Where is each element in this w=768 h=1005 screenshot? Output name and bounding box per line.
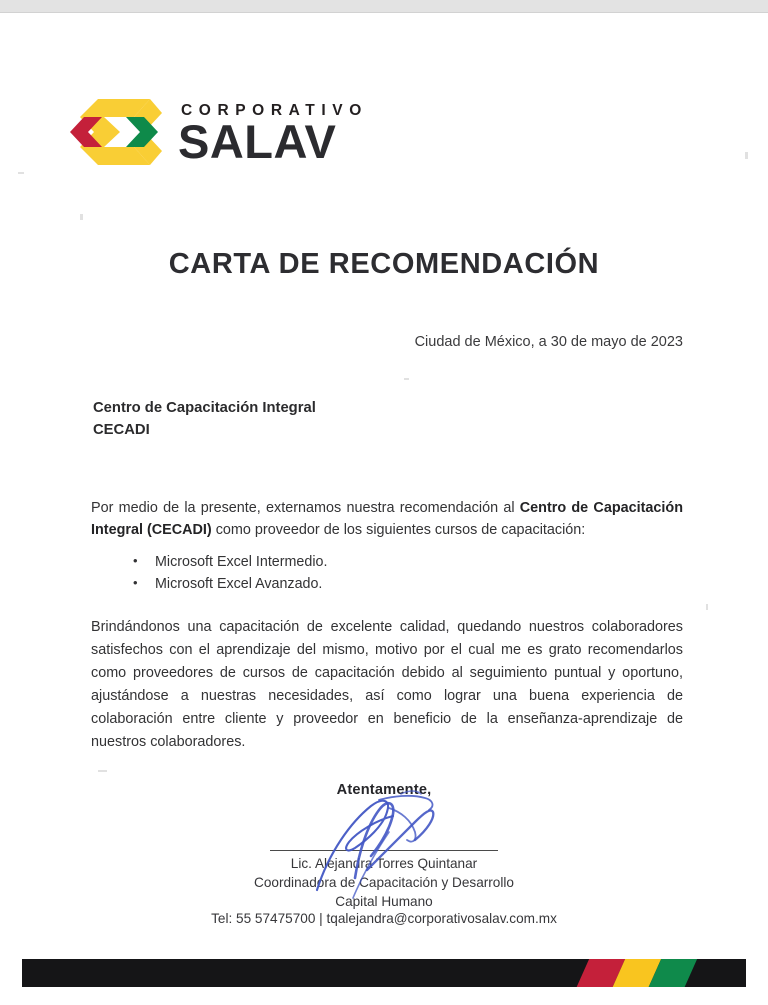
addressee-organization: Centro de Capacitación Integral: [93, 400, 316, 416]
signer-name: Lic. Alejandra Torres Quintanar: [290, 856, 478, 871]
logo-top-word: CORPORATIVO: [181, 102, 368, 120]
signer-department: Capital Humano: [335, 894, 433, 910]
intro-text-part2: como proveedor de los siguientes cursos de capacitación:: [211, 521, 586, 538]
signer-role: Coordinadora de Capacitación y Desarrollo: [254, 875, 514, 891]
scan-speck: [706, 604, 708, 610]
course-list: [91, 552, 683, 595]
scan-speck: [404, 378, 409, 380]
addressee-block: [93, 398, 316, 442]
page-title: CARTA DE RECOMENDACIÓN: [168, 248, 600, 280]
intro-org-bold: Centro de Capacitación Integral (CECADI): [91, 500, 684, 538]
addressee-acronym: CECADI: [93, 421, 150, 438]
scan-speck: [18, 172, 24, 174]
closing-paragraph: Brindándonos una capacitación de excelente calidad, quedando nuestros colaboradores satisfechos con el aprendizaje del mismo, motivo por el cual me es grato recomendarlos como proveedores de cursos de capacitación debido al seguimiento puntual y oportuno, ajustándose a nuestras necesidades, así como lograr una buena experiencia de colaboración entre cliente y proveedor en beneficio de la enseñanza-aprendizaje de nuestros colaboradores.: [91, 619, 683, 751]
list-item: • Microsoft Excel Avanzado.: [133, 574, 683, 596]
logo-wordmark: [178, 102, 368, 168]
letter-body: [91, 498, 683, 761]
footer-color-bar: [22, 959, 746, 987]
scan-speck: [98, 770, 107, 772]
scan-top-edge: [0, 0, 768, 13]
signature-details: [0, 854, 768, 911]
scan-speck: [80, 214, 83, 220]
signature-regards: Atentamente,: [336, 782, 432, 798]
intro-text-part1: Por medio de la presente, externamos nuestra recomendación al: [91, 500, 520, 516]
intro-paragraph: [91, 498, 683, 542]
date-line: Ciudad de México, a 30 de mayo de 2023: [414, 334, 683, 350]
company-logo: [68, 95, 368, 169]
logo-main-word: SALAV: [178, 114, 337, 168]
signer-contact: Tel: 55 57475700 | tqalejandra@corporativosalav.com.mx: [211, 911, 557, 927]
list-item: • Microsoft Excel Intermedio.: [133, 552, 683, 574]
signature-rule: [270, 850, 498, 851]
scan-speck: [745, 152, 748, 159]
signature-graphic: [0, 798, 768, 850]
signature-block: [0, 782, 768, 926]
salav-chevron-logo-icon: [68, 95, 164, 169]
